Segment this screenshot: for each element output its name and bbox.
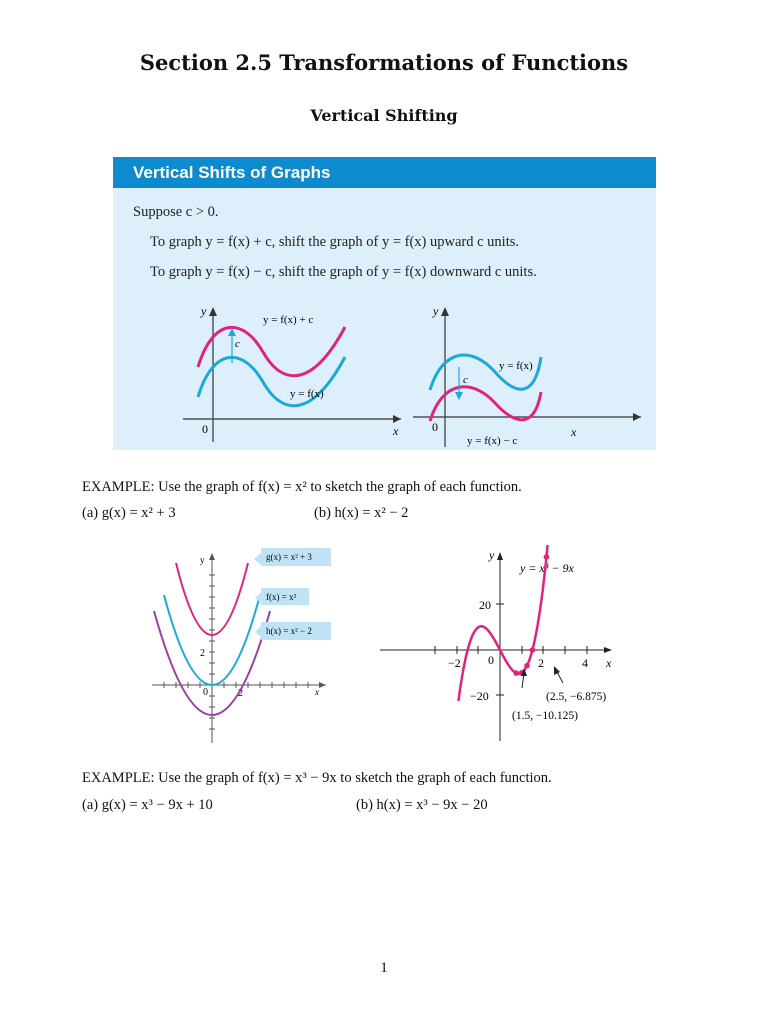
cubic-point-2 [524, 663, 530, 669]
example1-part-a: (a) g(x) = x² + 3 [82, 505, 176, 521]
example2-part-b: (b) h(x) = x³ − 9x − 20 [356, 797, 488, 813]
origin-label: 0 [432, 420, 438, 434]
x-axis-label: x [393, 424, 399, 438]
tick-x-2: 2 [538, 656, 544, 670]
example1-prompt: EXAMPLE: Use the graph of f(x) = x² to sketch the graph of each function. [82, 479, 522, 495]
f-label: f(x) = x² [266, 592, 297, 602]
origin-label: 0 [203, 687, 208, 698]
tick-x-2: 2 [238, 688, 243, 699]
base-curve-label: y = f(x) [499, 360, 533, 372]
y-axis-label: y [489, 548, 495, 562]
parabola-shift-graph [148, 545, 338, 745]
base-curve-label: y = f(x) [290, 388, 324, 400]
y-axis-label: y [433, 304, 439, 318]
cubic-point-3 [530, 647, 536, 653]
x-axis-label: x [571, 425, 577, 439]
origin-label: 0 [202, 422, 208, 436]
vertical-shifts-box [113, 157, 656, 450]
rule-upward: To graph y = f(x) + c, shift the graph of y = f(x) upward c units. [150, 234, 520, 250]
example2-prompt: EXAMPLE: Use the graph of f(x) = x³ − 9x to sketch the graph of each function. [82, 770, 552, 786]
h-label: h(x) = x² − 2 [266, 626, 312, 636]
section-subtitle: Vertical Shifting [310, 106, 458, 125]
box-title: Vertical Shifts of Graphs [133, 163, 331, 182]
page-title: Section 2.5 Transformations of Functions [139, 50, 629, 75]
cubic-point-4 [544, 554, 550, 560]
tick-y-2: 2 [200, 648, 205, 659]
tick-y-neg20: −20 [470, 689, 489, 703]
cubic-point-0 [513, 670, 519, 676]
tick-x-0: 0 [488, 653, 494, 667]
equation-label: y = x³ − 9x [520, 561, 574, 575]
example2-part-a: (a) g(x) = x³ − 9x + 10 [82, 797, 213, 813]
shift-label: c [235, 338, 240, 350]
tick-x-4: 4 [582, 656, 588, 670]
shifted-curve-label: y = f(x) − c [467, 435, 518, 447]
page-number: 1 [380, 960, 388, 976]
shift-label: c [463, 374, 468, 386]
graph-shift-down [403, 297, 653, 450]
tick-y-20: 20 [479, 598, 491, 612]
cubic-graph [380, 545, 625, 745]
annotation-point-2: (1.5, −10.125) [512, 710, 578, 722]
y-axis-label: y [200, 555, 205, 565]
shifted-up-curve [198, 327, 345, 376]
box-header [113, 157, 656, 188]
g-label: g(x) = x² + 3 [266, 552, 312, 562]
tick-x-neg2: −2 [448, 656, 461, 670]
y-axis-label: y [201, 304, 207, 318]
shifted-curve-label: y = f(x) + c [263, 314, 314, 326]
annotation-point-1: (2.5, −6.875) [546, 691, 607, 703]
x-axis-label: x [315, 687, 319, 697]
suppose-text: Suppose c > 0. [133, 204, 219, 220]
x-axis-label: x [606, 656, 612, 670]
shifted-down-curve [430, 387, 541, 421]
graph-shift-up [173, 297, 413, 447]
rule-downward: To graph y = f(x) − c, shift the graph of y = f(x) downward c units. [150, 264, 537, 280]
example1-part-b: (b) h(x) = x² − 2 [314, 505, 409, 521]
